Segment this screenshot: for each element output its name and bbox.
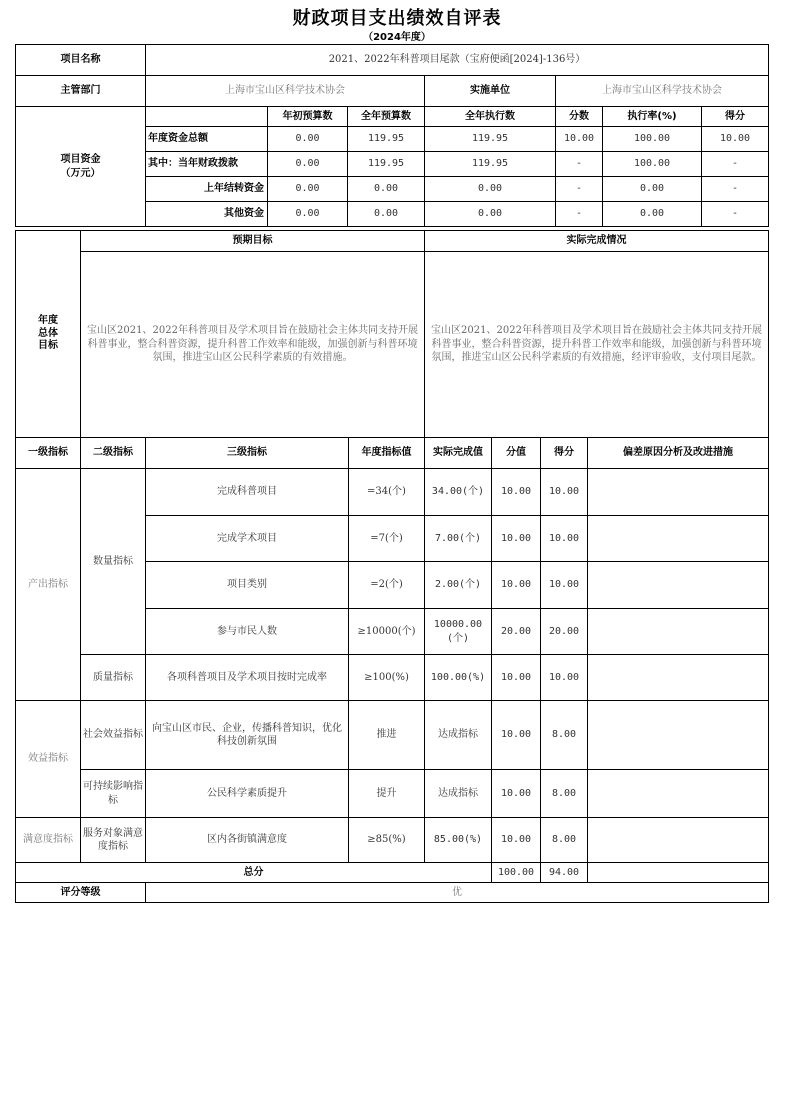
page-title: 财政项目支出绩效自评表 (292, 8, 502, 29)
indicators-table (15, 437, 769, 903)
indicator-weight: 20.00 (492, 609, 541, 655)
dept-label: 主管部门 (16, 76, 146, 107)
indicator-weight: 10.00 (492, 701, 541, 770)
level1-satisfaction: 满意度指标 (16, 818, 81, 863)
indicator-target: 推进 (349, 701, 425, 770)
level2-quantity: 数量指标 (81, 469, 146, 655)
funds-cell: 10.00 (702, 127, 769, 152)
funds-cell: 0.00 (348, 177, 425, 202)
indicator-weight: 10.00 (492, 562, 541, 609)
funds-cell: 100.00 (603, 127, 702, 152)
indicator-name: 公民科学素质提升 (146, 770, 349, 818)
indicator-target: =7(个) (349, 516, 425, 562)
total-weight: 100.00 (492, 863, 541, 883)
funds-row-name: 其中：当年财政拨款 (146, 152, 268, 177)
goals-label: 年度 总体 目标 (16, 231, 81, 438)
indicator-weight: 10.00 (492, 818, 541, 863)
indicator-actual: 达成指标 (425, 770, 492, 818)
indicator-actual: 10000.00 (个) (425, 609, 492, 655)
indicator-target: ≥10000(个) (349, 609, 425, 655)
funds-cell: 0.00 (268, 202, 348, 227)
funds-header-blank (146, 107, 268, 127)
project-info-table (15, 44, 769, 227)
funds-cell: 0.00 (603, 177, 702, 202)
grade-value: 优 (146, 883, 769, 903)
funds-header-exec-rate: 执行率(%) (603, 107, 702, 127)
funds-cell: 119.95 (425, 152, 556, 177)
level2-sustainable-impact: 可持续影响指标 (81, 770, 146, 818)
indicator-target: 提升 (349, 770, 425, 818)
funds-row-name: 其他资金 (146, 202, 268, 227)
actual-result-text: 宝山区2021、2022年科普项目及学术项目旨在鼓励社会主体共同支持开展科普事业，整合科普资源，提升科普工作效率和能级，加强创新与科普环境氛围，推进宝山区公民科学素质的有效措施，经评审验收，支付项目尾款。 (425, 252, 769, 438)
page-subtitle-year: （2024年度） (363, 32, 431, 43)
col-level3: 三级指标 (146, 438, 349, 469)
col-target: 年度指标值 (349, 438, 425, 469)
funds-cell: - (556, 152, 603, 177)
indicator-name: 完成学术项目 (146, 516, 349, 562)
indicator-note (588, 609, 769, 655)
grade-label: 评分等级 (16, 883, 146, 903)
indicator-actual: 7.00(个) (425, 516, 492, 562)
indicator-name: 完成科普项目 (146, 469, 349, 516)
total-score: 94.00 (541, 863, 588, 883)
level2-service-satisfaction: 服务对象满意度指标 (81, 818, 146, 863)
funds-cell: 100.00 (603, 152, 702, 177)
indicator-actual: 2.00(个) (425, 562, 492, 609)
funds-cell: 0.00 (268, 127, 348, 152)
indicator-score: 10.00 (541, 516, 588, 562)
indicator-weight: 10.00 (492, 469, 541, 516)
funds-cell: 0.00 (425, 202, 556, 227)
funds-header-points: 分数 (556, 107, 603, 127)
indicator-note (588, 701, 769, 770)
indicator-name: 向宝山区市民、企业，传播科普知识，优化科技创新氛围 (146, 701, 349, 770)
indicator-note (588, 469, 769, 516)
funds-cell: - (702, 202, 769, 227)
funds-header-executed: 全年执行数 (425, 107, 556, 127)
funds-row-name: 年度资金总额 (146, 127, 268, 152)
unit-label: 实施单位 (425, 76, 556, 107)
funds-cell: - (556, 202, 603, 227)
funds-cell: 0.00 (603, 202, 702, 227)
indicator-score: 10.00 (541, 469, 588, 516)
indicator-actual: 100.00(%) (425, 655, 492, 701)
indicator-weight: 10.00 (492, 655, 541, 701)
indicator-target: =34(个) (349, 469, 425, 516)
indicator-score: 8.00 (541, 701, 588, 770)
actual-result-header: 实际完成情况 (425, 231, 769, 252)
funds-cell: 119.95 (348, 127, 425, 152)
indicator-score: 20.00 (541, 609, 588, 655)
funds-cell: 0.00 (268, 177, 348, 202)
level1-output: 产出指标 (16, 469, 81, 701)
indicator-score: 8.00 (541, 770, 588, 818)
unit-value: 上海市宝山区科学技术协会 (556, 76, 769, 107)
col-score: 得分 (541, 438, 588, 469)
col-actual: 实际完成值 (425, 438, 492, 469)
funds-row-name: 上年结转资金 (146, 177, 268, 202)
col-level2: 二级指标 (81, 438, 146, 469)
indicator-weight: 10.00 (492, 516, 541, 562)
funds-cell: 10.00 (556, 127, 603, 152)
indicator-note (588, 516, 769, 562)
indicator-score: 10.00 (541, 655, 588, 701)
funds-cell: - (556, 177, 603, 202)
project-name-value: 2021、2022年科普项目尾款（宝府便函[2024]-136号） (146, 45, 769, 76)
expected-goal-header: 预期目标 (81, 231, 425, 252)
indicator-note (588, 770, 769, 818)
indicator-name: 参与市民人数 (146, 609, 349, 655)
indicator-name: 项目类别 (146, 562, 349, 609)
col-weight: 分值 (492, 438, 541, 469)
indicator-note (588, 562, 769, 609)
funds-header-annual-budget: 全年预算数 (348, 107, 425, 127)
indicator-name: 区内各街镇满意度 (146, 818, 349, 863)
funds-cell: 0.00 (268, 152, 348, 177)
indicator-actual: 85.00(%) (425, 818, 492, 863)
funds-cell: - (702, 152, 769, 177)
indicator-score: 8.00 (541, 818, 588, 863)
funds-cell: - (702, 177, 769, 202)
indicator-target: ≥85(%) (349, 818, 425, 863)
funds-label: 项目资金 （万元） (16, 107, 146, 227)
indicator-actual: 达成指标 (425, 701, 492, 770)
indicator-score: 10.00 (541, 562, 588, 609)
level2-social-benefit: 社会效益指标 (81, 701, 146, 770)
indicator-target: =2(个) (349, 562, 425, 609)
level2-quality: 质量指标 (81, 655, 146, 701)
indicator-target: ≥100(%) (349, 655, 425, 701)
total-label: 总分 (16, 863, 492, 883)
indicator-note (588, 818, 769, 863)
funds-cell: 119.95 (425, 127, 556, 152)
dept-value: 上海市宝山区科学技术协会 (146, 76, 425, 107)
col-deviation: 偏差原因分析及改进措施 (588, 438, 769, 469)
col-level1: 一级指标 (16, 438, 81, 469)
expected-goal-text: 宝山区2021、2022年科普项目及学术项目旨在鼓励社会主体共同支持开展科普事业，整合科普资源，提升科普工作效率和能级，加强创新与科普环境氛围，推进宝山区公民科学素质的有效措施。 (81, 252, 425, 438)
annual-goals-table (15, 230, 769, 438)
funds-cell: 0.00 (425, 177, 556, 202)
indicator-actual: 34.00(个) (425, 469, 492, 516)
funds-header-initial-budget: 年初预算数 (268, 107, 348, 127)
indicator-weight: 10.00 (492, 770, 541, 818)
level1-benefit: 效益指标 (16, 701, 81, 818)
project-name-label: 项目名称 (16, 45, 146, 76)
indicator-name: 各项科普项目及学术项目按时完成率 (146, 655, 349, 701)
indicator-note (588, 655, 769, 701)
funds-cell: 0.00 (348, 202, 425, 227)
total-note (588, 863, 769, 883)
funds-cell: 119.95 (348, 152, 425, 177)
funds-header-score: 得分 (702, 107, 769, 127)
